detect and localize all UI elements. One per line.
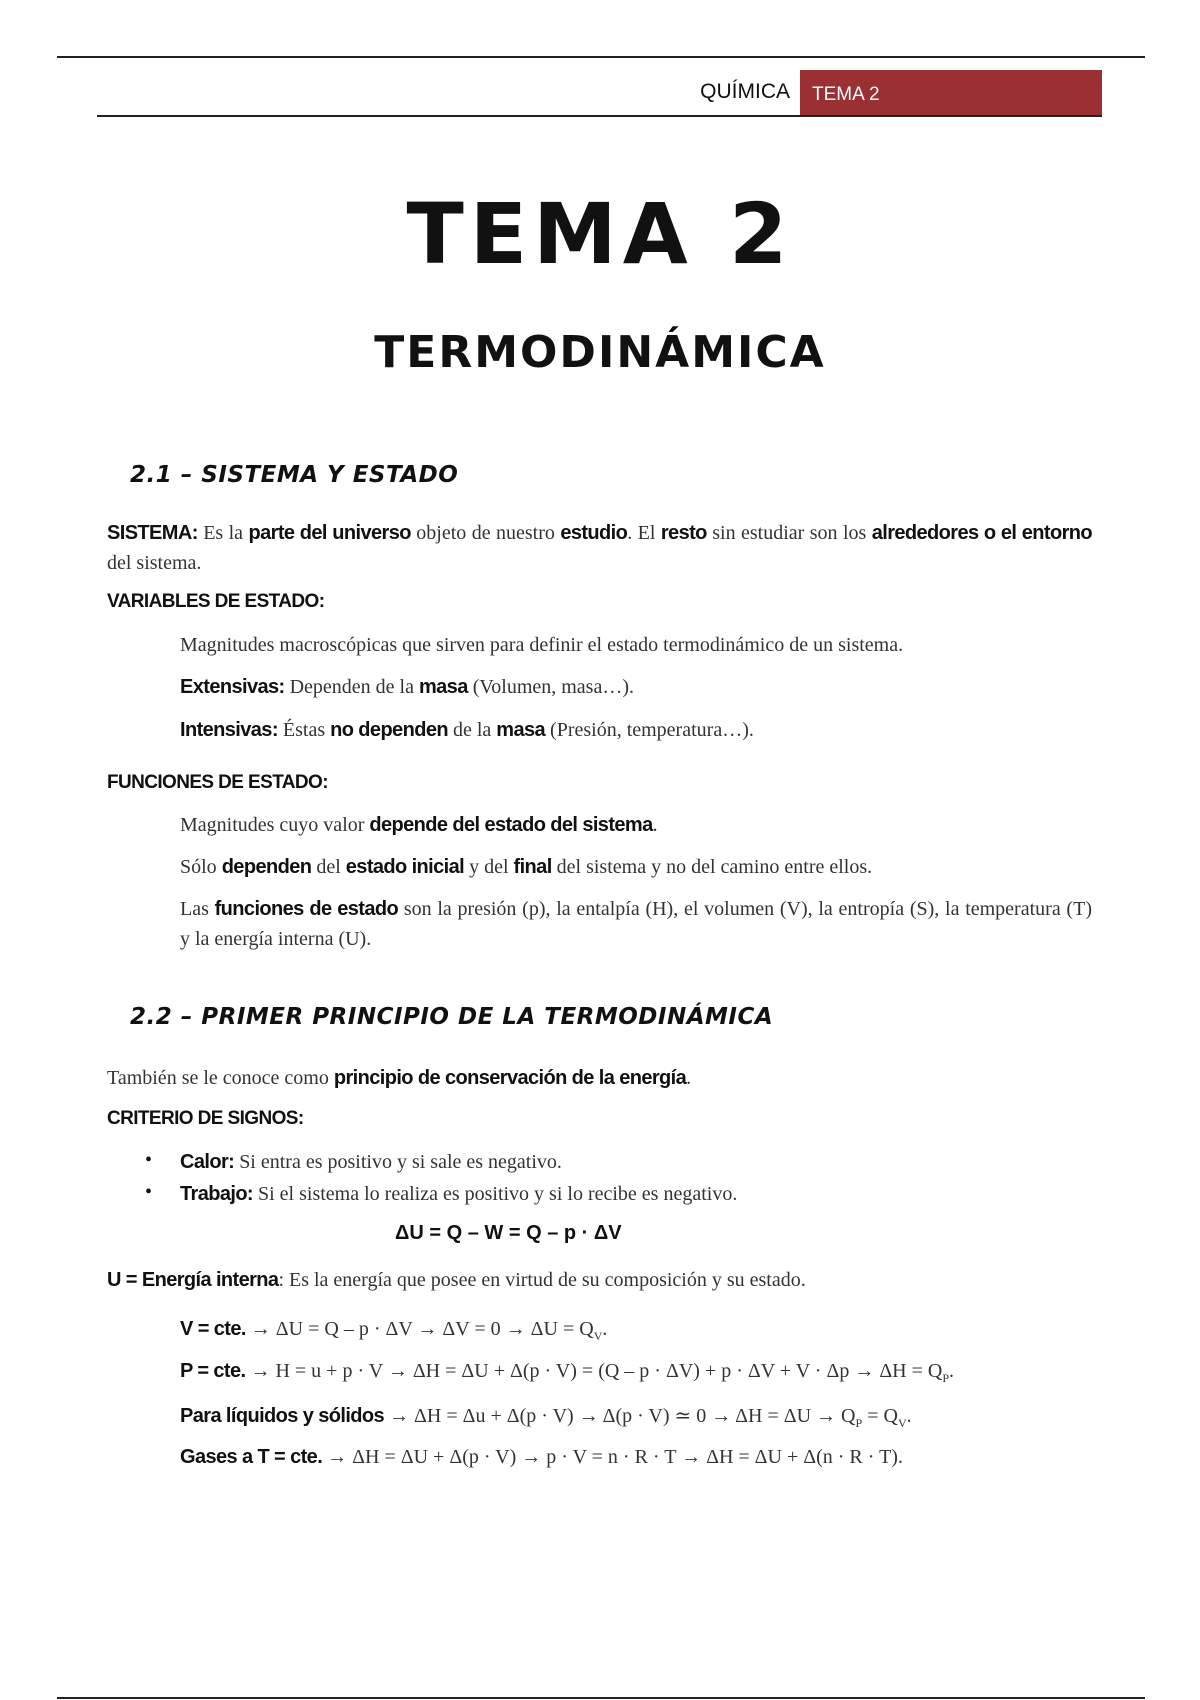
subscript: V — [897, 1416, 907, 1430]
text: : Es la energía que posee en virtud de su composición y su estado. — [278, 1269, 806, 1291]
bold-text: parte del universo — [248, 522, 411, 544]
section2-intro — [107, 1063, 691, 1093]
page-subtitle: TERMODINÁMICA — [374, 327, 826, 378]
bullet-calor — [180, 1147, 562, 1177]
intensivas-label: Intensivas: — [180, 719, 278, 741]
text: Las — [180, 898, 215, 920]
text: (Volumen, masa…). — [467, 676, 635, 698]
page-title: TEMA 2 — [406, 185, 794, 283]
case-label: Para líquidos y sólidos — [180, 1405, 385, 1427]
subscript: P — [942, 1371, 950, 1385]
section-heading-2-1: 2.1 – SISTEMA Y ESTADO — [130, 462, 459, 488]
text: Éstas — [277, 719, 331, 741]
funciones-line-1 — [180, 810, 658, 840]
case-gases-temperatura-constante — [180, 1446, 903, 1469]
subscript: V — [593, 1329, 603, 1343]
case-volumen-constante — [180, 1318, 607, 1344]
text: Es la — [197, 522, 249, 544]
main-equation: ΔU = Q – W = Q – p · ΔV — [395, 1222, 622, 1244]
bold-text: estado inicial — [345, 856, 465, 878]
text: . — [602, 1318, 608, 1340]
text: Dependen de la — [284, 676, 419, 698]
case-label: V = cte. — [180, 1318, 246, 1340]
text: = Q — [862, 1405, 898, 1427]
text: . — [652, 814, 658, 836]
text: → H = u + p · V → ΔH = ΔU + Δ(p · V) = (Q – p · ΔV) + p · ΔV + V · Δp → ΔH = Q — [245, 1360, 943, 1382]
bold-text: estudio — [560, 522, 628, 544]
bold-text: alrededores o el entorno — [871, 522, 1092, 544]
energia-interna-line — [107, 1265, 806, 1295]
header-subject: QUÍMICA — [700, 80, 790, 103]
text: son la presión (p), la entalpía (H), el volumen (V), la entropía (S), la temperatura (T) y la energía interna (U). — [180, 898, 1092, 950]
case-label: P = cte. — [180, 1360, 246, 1382]
text: Magnitudes cuyo valor — [180, 814, 370, 836]
sistema-label: SISTEMA: — [107, 522, 198, 544]
bold-text: dependen — [221, 856, 312, 878]
extensivas-label: Extensivas: — [180, 676, 285, 698]
funciones-label: FUNCIONES DE ESTADO: — [107, 772, 328, 793]
variables-definition: Magnitudes macroscópicas que sirven para definir el estado termodinámico de un sistema. — [180, 634, 904, 656]
bottom-rule — [57, 1697, 1145, 1699]
bullet-label: Trabajo: — [180, 1183, 253, 1205]
text: . — [686, 1067, 692, 1089]
bullet-dot: • — [145, 1149, 153, 1171]
text: Sólo — [180, 856, 222, 878]
text: . — [949, 1360, 955, 1382]
text: Si entra es positivo y si sale es negativo. — [234, 1151, 562, 1173]
section-heading-2-2: 2.2 – PRIMER PRINCIPIO DE LA TERMODINÁMICA — [130, 1004, 774, 1030]
funciones-line-2 — [180, 852, 872, 882]
text: → ΔH = ΔU + Δ(p · V) → p · V = n · R · T → ΔH = ΔU + Δ(n · R · T). — [322, 1446, 903, 1468]
text: → ΔH = Δu + Δ(p · V) → Δ(p · V) ≃ 0 → ΔH = ΔU → Q — [384, 1405, 856, 1427]
text: . El — [627, 522, 661, 544]
case-presion-constante — [180, 1360, 954, 1386]
criterio-label: CRITERIO DE SIGNOS: — [107, 1108, 304, 1129]
text: (Presión, temperatura…). — [545, 719, 754, 741]
bold-text: final — [513, 856, 552, 878]
text: de la — [447, 719, 497, 741]
case-liquidos-solidos — [180, 1403, 912, 1431]
text: del — [311, 856, 346, 878]
text: → ΔU = Q – p · ΔV → ΔV = 0 → ΔU = Q — [245, 1318, 594, 1340]
header-tab: TEMA 2 — [800, 70, 1102, 116]
text: del sistema. — [107, 552, 202, 574]
funciones-line-3 — [180, 894, 1092, 954]
bullet-trabajo — [180, 1179, 737, 1209]
bold-text: principio de conservación de la energía — [333, 1067, 687, 1089]
bold-text: masa — [418, 676, 468, 698]
subscript: P — [855, 1416, 863, 1430]
sistema-paragraph — [107, 518, 1092, 578]
variables-label: VARIABLES DE ESTADO: — [107, 591, 325, 612]
text: También se le conoce como — [107, 1067, 334, 1089]
text: sin estudiar son los — [706, 522, 872, 544]
text: objeto de nuestro — [410, 522, 561, 544]
bullet-label: Calor: — [180, 1151, 235, 1173]
text: del sistema y no del camino entre ellos. — [551, 856, 873, 878]
text: . — [906, 1405, 912, 1427]
top-rule — [57, 56, 1145, 58]
bold-text: funciones de estado — [214, 898, 399, 920]
bold-text: depende del estado del sistema — [369, 814, 653, 836]
bullet-dot: • — [145, 1181, 153, 1203]
header-rule — [97, 115, 1102, 117]
extensivas-line — [180, 672, 634, 702]
text: y del — [464, 856, 514, 878]
bold-text: masa — [496, 719, 546, 741]
bold-text: no dependen — [330, 719, 448, 741]
text: Si el sistema lo realiza es positivo y si lo recibe es negativo. — [253, 1183, 738, 1205]
intensivas-line — [180, 715, 754, 745]
energia-interna-label: U = Energía interna — [107, 1269, 279, 1291]
case-label: Gases a T = cte. — [180, 1446, 323, 1468]
bold-text: resto — [660, 522, 707, 544]
